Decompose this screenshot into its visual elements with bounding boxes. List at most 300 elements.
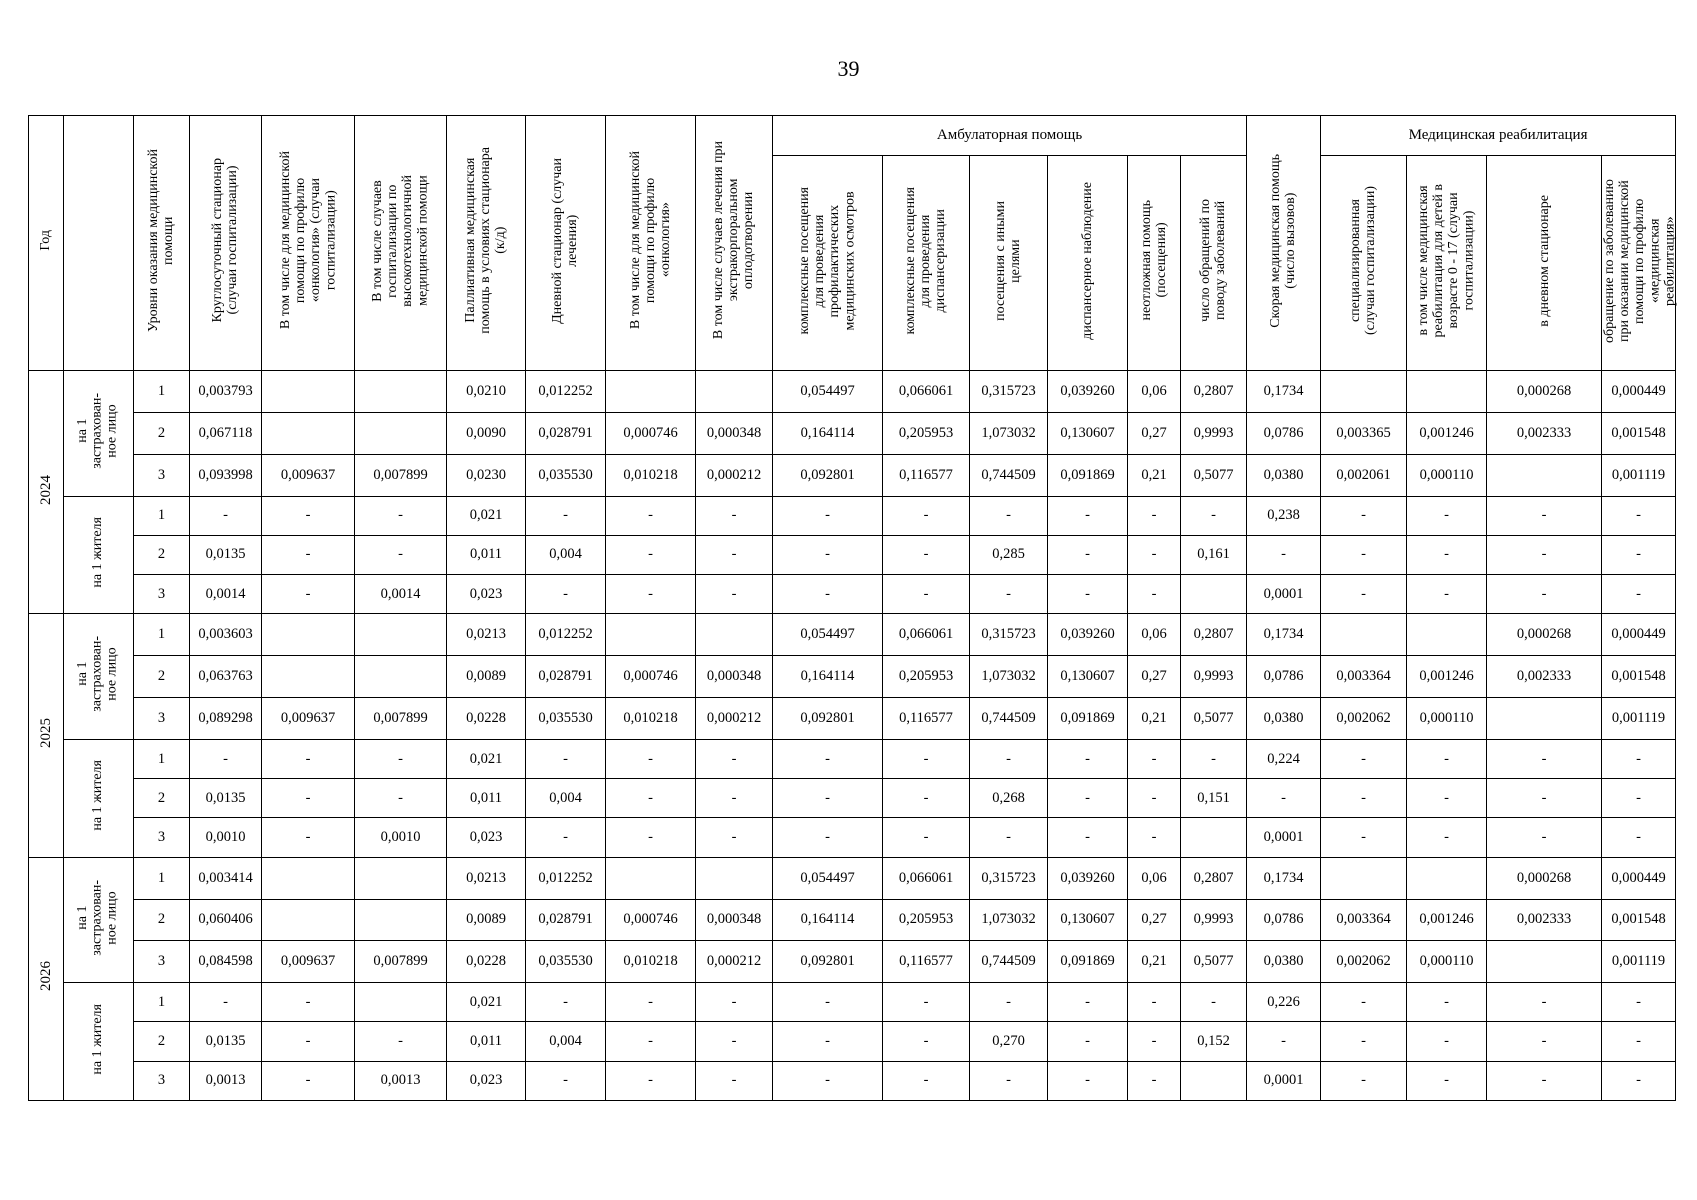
level-cell: 2 — [134, 1022, 190, 1061]
table-cell: 0,001246 — [1407, 899, 1487, 941]
table-cell: - — [883, 983, 970, 1022]
header-amb-4 — [1048, 156, 1128, 371]
table-cell: 0,0213 — [447, 614, 526, 656]
table-row — [29, 1061, 1676, 1100]
subgroup-cell-resident — [64, 496, 134, 614]
header-amb-6 — [1181, 156, 1247, 371]
table-cell: - — [526, 739, 606, 778]
table-cell: - — [773, 575, 883, 614]
table-cell: 0,007899 — [355, 941, 447, 983]
table-cell: 0,012252 — [526, 371, 606, 413]
level-cell: 3 — [134, 698, 190, 740]
table-cell: - — [1602, 1022, 1676, 1061]
table-cell: - — [1048, 983, 1128, 1022]
subgroup-cell-resident — [64, 739, 134, 857]
table-cell: 0,0001 — [1247, 575, 1321, 614]
header-col-4-label: Паллиативная медицинская помощь в условиях стационара (к/д) — [463, 147, 509, 334]
table-cell: 0,000212 — [696, 941, 773, 983]
level-cell: 2 — [134, 412, 190, 454]
table-cell: - — [773, 779, 883, 818]
table-cell: - — [696, 818, 773, 857]
table-cell: 0,002333 — [1487, 412, 1602, 454]
table-cell — [606, 614, 696, 656]
table-cell: 0,011 — [447, 1022, 526, 1061]
table-cell: 0,164114 — [773, 899, 883, 941]
table-cell: - — [526, 983, 606, 1022]
table-cell: - — [970, 575, 1048, 614]
table-cell: 0,0014 — [355, 575, 447, 614]
header-amb-3-label: посещения с иными целями — [993, 200, 1024, 321]
table-cell: 1,073032 — [970, 656, 1048, 698]
table-row — [29, 941, 1676, 983]
table-cell: 0,000212 — [696, 454, 773, 496]
table-cell: 1,073032 — [970, 899, 1048, 941]
table-cell: - — [1602, 575, 1676, 614]
table-cell: 0,0786 — [1247, 656, 1321, 698]
table-cell: - — [355, 535, 447, 574]
table-cell — [262, 899, 355, 941]
table-cell: 0,000110 — [1407, 698, 1487, 740]
table-cell: 0,066061 — [883, 371, 970, 413]
table-cell: 0,116577 — [883, 941, 970, 983]
table-cell: 0,238 — [1247, 496, 1321, 535]
table-cell: - — [606, 739, 696, 778]
header-col-1 — [190, 116, 262, 371]
table-cell: 0,0380 — [1247, 454, 1321, 496]
table-cell: - — [1181, 739, 1247, 778]
table-cell: - — [262, 983, 355, 1022]
header-col-7-label: В том числе случаев лечения при экстракорпоральном оплодотворении — [711, 141, 757, 340]
header-rehab-1 — [1321, 156, 1407, 371]
table-cell: 0,205953 — [883, 899, 970, 941]
table-cell: - — [1048, 496, 1128, 535]
table-cell: 0,000268 — [1487, 614, 1602, 656]
table-cell: 0,012252 — [526, 614, 606, 656]
table-cell: 0,000746 — [606, 656, 696, 698]
level-cell: 3 — [134, 575, 190, 614]
table-cell — [262, 412, 355, 454]
table-cell: - — [606, 779, 696, 818]
table-cell: 0,9993 — [1181, 899, 1247, 941]
table-cell: 0,063763 — [190, 656, 262, 698]
table-cell — [696, 371, 773, 413]
table-cell: 0,003364 — [1321, 656, 1407, 698]
table-cell: 0,0228 — [447, 698, 526, 740]
table-cell: 0,315723 — [970, 857, 1048, 899]
table-row — [29, 454, 1676, 496]
table-row — [29, 496, 1676, 535]
table-cell: 0,06 — [1128, 857, 1181, 899]
table-cell: 0,054497 — [773, 857, 883, 899]
table-cell: - — [1407, 983, 1487, 1022]
table-cell: 0,224 — [1247, 739, 1321, 778]
header-rehab-2 — [1407, 156, 1487, 371]
table-cell: - — [773, 818, 883, 857]
table-cell: - — [606, 575, 696, 614]
header-rehab-1-label: специализированная (случаи госпитализации) — [1348, 185, 1379, 336]
table-cell: - — [773, 496, 883, 535]
table-cell: 0,021 — [447, 739, 526, 778]
subgroup-label-resident: на 1 жителя — [90, 517, 106, 588]
table-cell: 0,039260 — [1048, 614, 1128, 656]
table-row — [29, 1022, 1676, 1061]
table-cell: 0,21 — [1128, 698, 1181, 740]
table-cell: - — [262, 779, 355, 818]
table-cell: 0,011 — [447, 779, 526, 818]
year-cell — [29, 614, 64, 857]
table-cell: 0,1734 — [1247, 614, 1321, 656]
table-cell: - — [696, 983, 773, 1022]
level-cell: 2 — [134, 656, 190, 698]
table-cell: - — [883, 739, 970, 778]
table-cell — [696, 857, 773, 899]
table-row — [29, 983, 1676, 1022]
table-cell: - — [1048, 739, 1128, 778]
table-cell: - — [883, 818, 970, 857]
table-cell: 0,27 — [1128, 656, 1181, 698]
table-cell: 0,001548 — [1602, 899, 1676, 941]
table-cell: 0,039260 — [1048, 857, 1128, 899]
table-cell: 0,091869 — [1048, 698, 1128, 740]
table-cell: - — [883, 779, 970, 818]
year-cell — [29, 371, 64, 614]
table-cell: 0,007899 — [355, 698, 447, 740]
table-cell: - — [1487, 983, 1602, 1022]
header-col-6 — [606, 116, 696, 371]
table-cell: - — [1407, 535, 1487, 574]
table-cell: 0,0210 — [447, 371, 526, 413]
table-cell: - — [883, 575, 970, 614]
table-cell: 0,004 — [526, 535, 606, 574]
table-cell: 0,054497 — [773, 614, 883, 656]
table-cell: 0,1734 — [1247, 857, 1321, 899]
table-cell: - — [696, 496, 773, 535]
table-cell: 0,0014 — [190, 575, 262, 614]
subgroup-label-insured: на 1 застрахован- ное лицо — [75, 636, 120, 712]
header-emergency — [1247, 116, 1321, 371]
table-cell: - — [883, 496, 970, 535]
table-cell: 0,205953 — [883, 412, 970, 454]
table-cell: 0,035530 — [526, 941, 606, 983]
table-cell: 0,000348 — [696, 656, 773, 698]
header-year — [29, 116, 64, 371]
table-cell: - — [1487, 779, 1602, 818]
table-cell: 0,003793 — [190, 371, 262, 413]
table-cell: 0,001119 — [1602, 454, 1676, 496]
table-cell: 0,009637 — [262, 454, 355, 496]
table-row — [29, 614, 1676, 656]
table-cell: 0,001246 — [1407, 412, 1487, 454]
table-cell: 0,5077 — [1181, 454, 1247, 496]
table-cell: 0,004 — [526, 1022, 606, 1061]
table-cell: 0,161 — [1181, 535, 1247, 574]
table-cell: 0,067118 — [190, 412, 262, 454]
table-cell: - — [1128, 535, 1181, 574]
table-cell: 0,035530 — [526, 698, 606, 740]
table-cell: - — [1321, 496, 1407, 535]
table-cell: - — [1048, 1061, 1128, 1100]
table-cell: 0,002333 — [1487, 656, 1602, 698]
table-cell — [1407, 371, 1487, 413]
subgroup-cell-insured — [64, 371, 134, 497]
table-cell: 0,0213 — [447, 857, 526, 899]
header-amb-3 — [970, 156, 1048, 371]
table-cell: 0,2807 — [1181, 857, 1247, 899]
header-rehab-3-label: в дневном стационаре — [1536, 194, 1552, 327]
level-cell: 1 — [134, 614, 190, 656]
table-row — [29, 412, 1676, 454]
header-amb-1-label: комплексные посещения для проведения профилактических медицинских осмотров — [797, 186, 858, 335]
table-cell — [1321, 857, 1407, 899]
table-cell: - — [355, 1022, 447, 1061]
level-cell: 1 — [134, 983, 190, 1022]
table-cell: - — [1128, 739, 1181, 778]
table-cell: - — [1181, 983, 1247, 1022]
header-level — [134, 116, 190, 371]
table-cell: - — [1602, 1061, 1676, 1100]
table-cell: 0,205953 — [883, 656, 970, 698]
table-cell — [606, 857, 696, 899]
header-amb-2-label: комплексные посещения для проведения диспансеризации — [903, 186, 949, 335]
table-cell: - — [1128, 575, 1181, 614]
table-cell: - — [1487, 535, 1602, 574]
table-cell: 0,004 — [526, 779, 606, 818]
table-cell: - — [1487, 818, 1602, 857]
table-row — [29, 371, 1676, 413]
table-cell: 0,010218 — [606, 698, 696, 740]
table-cell — [1321, 371, 1407, 413]
table-cell: - — [1128, 983, 1181, 1022]
table-cell: - — [1602, 779, 1676, 818]
table-cell: - — [355, 496, 447, 535]
table-cell: - — [1321, 983, 1407, 1022]
medical-care-norms-table — [28, 115, 1676, 1101]
table-cell: 0,054497 — [773, 371, 883, 413]
table-cell: 0,000449 — [1602, 614, 1676, 656]
table-cell: - — [1321, 1022, 1407, 1061]
table-cell: 0,000348 — [696, 899, 773, 941]
table-cell: 0,001119 — [1602, 698, 1676, 740]
table-cell: 0,003603 — [190, 614, 262, 656]
table-cell: 0,066061 — [883, 614, 970, 656]
table-cell: 0,028791 — [526, 899, 606, 941]
table-cell: 0,002333 — [1487, 899, 1602, 941]
table-cell: - — [262, 1061, 355, 1100]
table-cell: 0,000212 — [696, 698, 773, 740]
header-level-label: Уровни оказания медицинской помощи — [146, 148, 177, 333]
table-cell: 0,744509 — [970, 454, 1048, 496]
year-cell — [29, 857, 64, 1100]
table-cell: - — [262, 535, 355, 574]
table-cell: - — [1321, 575, 1407, 614]
table-cell: 0,0228 — [447, 941, 526, 983]
table-cell: 0,092801 — [773, 698, 883, 740]
header-rehab-group: Медицинская реабилитация — [1321, 116, 1676, 156]
table-cell — [355, 857, 447, 899]
table-cell: - — [696, 575, 773, 614]
table-cell — [1181, 818, 1247, 857]
table-row — [29, 818, 1676, 857]
header-col-3-label: В том числе случаев госпитализации по высокотехнологичной медицинской помощи — [370, 174, 431, 307]
table-row — [29, 779, 1676, 818]
table-cell: 0,001548 — [1602, 412, 1676, 454]
level-cell: 3 — [134, 818, 190, 857]
table-cell: 0,003364 — [1321, 899, 1407, 941]
table-cell: 0,009637 — [262, 941, 355, 983]
table-cell — [355, 614, 447, 656]
table-cell: 0,000746 — [606, 899, 696, 941]
year-label: 2025 — [37, 717, 54, 748]
table-cell — [606, 371, 696, 413]
table-cell: - — [606, 496, 696, 535]
subgroup-label-insured: на 1 застрахован- ное лицо — [75, 392, 120, 469]
table-cell: 0,164114 — [773, 412, 883, 454]
header-rehab-3 — [1487, 156, 1602, 371]
table-cell: 0,001119 — [1602, 941, 1676, 983]
table-cell: 0,000110 — [1407, 454, 1487, 496]
header-amb-5-label: неотложная помощь (посещения) — [1138, 200, 1169, 321]
header-amb-5 — [1128, 156, 1181, 371]
table-cell: - — [1407, 739, 1487, 778]
header-col-1-label: Круглосуточный стационар (случаи госпитализации) — [210, 158, 241, 323]
level-cell: 2 — [134, 535, 190, 574]
table-cell — [262, 614, 355, 656]
table-cell: 0,000268 — [1487, 371, 1602, 413]
table-cell — [355, 899, 447, 941]
table-cell: - — [526, 818, 606, 857]
table-cell: 0,21 — [1128, 454, 1181, 496]
subgroup-label-insured: на 1 застрахован- ное лицо — [75, 879, 120, 956]
table-cell — [355, 412, 447, 454]
table-cell: 0,0089 — [447, 656, 526, 698]
table-cell: 0,130607 — [1048, 899, 1128, 941]
table-cell: - — [262, 1022, 355, 1061]
table-row — [29, 535, 1676, 574]
table-cell: 0,0001 — [1247, 1061, 1321, 1100]
table-cell: - — [262, 818, 355, 857]
table-cell: - — [526, 496, 606, 535]
table-cell: - — [1247, 1022, 1321, 1061]
table-cell: - — [606, 818, 696, 857]
table-cell: - — [1602, 739, 1676, 778]
table-cell: - — [883, 1061, 970, 1100]
table-cell — [696, 614, 773, 656]
level-cell: 1 — [134, 496, 190, 535]
level-cell: 3 — [134, 941, 190, 983]
table-cell — [1181, 1061, 1247, 1100]
table-cell: - — [970, 983, 1048, 1022]
table-cell: - — [1487, 1061, 1602, 1100]
table-cell: 0,001246 — [1407, 656, 1487, 698]
table-cell: - — [1487, 575, 1602, 614]
table-cell: 0,226 — [1247, 983, 1321, 1022]
subgroup-label-resident: на 1 жителя — [90, 760, 106, 832]
table-row — [29, 698, 1676, 740]
table-cell: - — [1407, 818, 1487, 857]
table-cell: 0,0089 — [447, 899, 526, 941]
table-cell: 0,091869 — [1048, 454, 1128, 496]
table-cell: - — [262, 739, 355, 778]
table-cell: - — [1602, 496, 1676, 535]
table-cell: 0,0135 — [190, 779, 262, 818]
table-cell: 0,0380 — [1247, 698, 1321, 740]
table-cell: - — [1048, 818, 1128, 857]
table-cell: 0,003414 — [190, 857, 262, 899]
table-cell: 0,152 — [1181, 1022, 1247, 1061]
table-row — [29, 899, 1676, 941]
table-cell: - — [355, 779, 447, 818]
table-cell: - — [1128, 1022, 1181, 1061]
table-cell: - — [696, 535, 773, 574]
table-cell: 0,011 — [447, 535, 526, 574]
table-cell: 0,092801 — [773, 454, 883, 496]
header-col-4 — [447, 116, 526, 371]
table-cell: 0,039260 — [1048, 371, 1128, 413]
table-cell: - — [696, 1061, 773, 1100]
table-cell: - — [773, 983, 883, 1022]
table-cell: 0,0010 — [190, 818, 262, 857]
level-cell: 2 — [134, 779, 190, 818]
table-cell: 0,116577 — [883, 698, 970, 740]
table-cell: - — [1407, 1022, 1487, 1061]
table-cell: 0,5077 — [1181, 941, 1247, 983]
table-cell: - — [773, 739, 883, 778]
header-col-2 — [262, 116, 355, 371]
level-cell: 1 — [134, 857, 190, 899]
level-cell: 2 — [134, 899, 190, 941]
table-cell: 0,2807 — [1181, 614, 1247, 656]
table-cell — [262, 656, 355, 698]
table-cell: 0,000268 — [1487, 857, 1602, 899]
level-cell: 3 — [134, 1061, 190, 1100]
table-cell: 0,9993 — [1181, 412, 1247, 454]
table-cell: - — [883, 1022, 970, 1061]
table-cell: 0,028791 — [526, 656, 606, 698]
table-cell: 0,0380 — [1247, 941, 1321, 983]
table-cell: 0,0013 — [355, 1061, 447, 1100]
table-cell: 0,0090 — [447, 412, 526, 454]
subgroup-label-resident: на 1 жителя — [90, 1003, 106, 1075]
subgroup-cell-resident — [64, 983, 134, 1101]
table-cell: 0,002062 — [1321, 698, 1407, 740]
table-cell: - — [773, 1022, 883, 1061]
table-cell: - — [355, 739, 447, 778]
table-cell: 0,0786 — [1247, 899, 1321, 941]
table-cell: - — [1128, 1061, 1181, 1100]
table-cell: - — [1407, 496, 1487, 535]
table-cell: - — [1602, 535, 1676, 574]
table-cell: - — [696, 1022, 773, 1061]
table-cell: - — [1487, 496, 1602, 535]
table-cell: 0,06 — [1128, 614, 1181, 656]
table-cell: 0,023 — [447, 575, 526, 614]
table-cell: 0,028791 — [526, 412, 606, 454]
table-cell: 0,27 — [1128, 899, 1181, 941]
table-cell: 1,073032 — [970, 412, 1048, 454]
table-cell — [1487, 941, 1602, 983]
header-rehab-2-label: в том числе медицинская реабилитация для детей в возрасте 0 - 17 (случаи госпитализации) — [1416, 183, 1477, 338]
table-cell: 0,002061 — [1321, 454, 1407, 496]
table-cell: 0,0010 — [355, 818, 447, 857]
table-cell: 0,116577 — [883, 454, 970, 496]
table-cell — [1487, 698, 1602, 740]
table-cell — [1407, 614, 1487, 656]
table-cell: 0,021 — [447, 983, 526, 1022]
table-cell: 0,0786 — [1247, 412, 1321, 454]
table-cell: - — [606, 535, 696, 574]
table-cell: - — [1602, 818, 1676, 857]
table-cell: 0,000110 — [1407, 941, 1487, 983]
